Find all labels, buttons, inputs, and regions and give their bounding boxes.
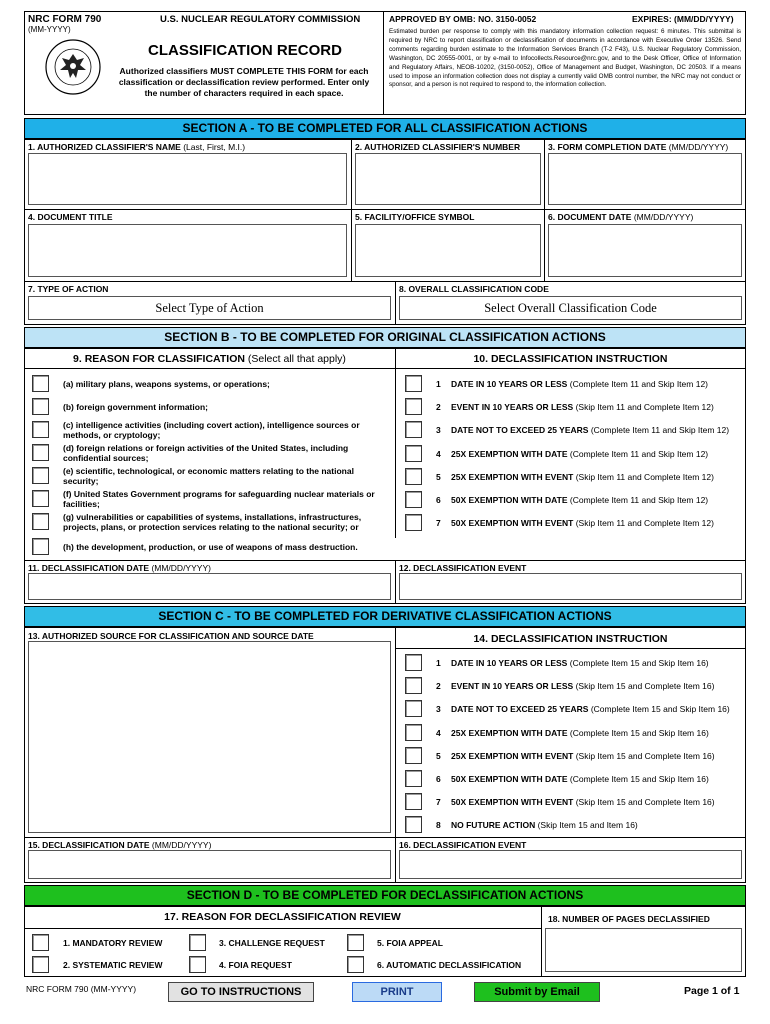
authorized-source-input[interactable] [28,641,391,833]
declass-b-option-2-title: EVENT IN 10 YEARS OR LESS [451,402,574,413]
declass-c-option-2-note: (Skip Item 15 and Complete Item 16) [575,681,715,692]
submit-email-button[interactable]: Submit by Email [474,982,600,1002]
foia-request-checkbox[interactable] [189,956,206,973]
declass-b-option-4-number: 4 [436,448,441,459]
declass-c-option-6-number: 6 [436,774,441,784]
divider [544,139,545,282]
declass-c-option-6-title: 50X EXEMPTION WITH DATE [451,774,568,784]
f3-label [548,142,728,152]
declass-c-option-3-title: DATE NOT TO EXCEED 25 YEARS [451,704,589,715]
section-d-header: SECTION D - TO BE COMPLETED FOR DECLASSIFICATION ACTIONS [24,885,746,906]
declass-b-option-3-note: (Complete Item 11 and Skip Item 12) [590,425,730,436]
declass-c-option-8-checkbox[interactable] [405,816,422,833]
reason-g-checkbox[interactable] [32,513,49,530]
foia-appeal-checkbox[interactable] [347,934,364,951]
automatic-declass-checkbox[interactable] [347,956,364,973]
systematic-review-label: 2. SYSTEMATIC REVIEW [63,960,163,970]
declass-c-option-7-note: (Skip Item 15 and Complete Item 16) [575,797,715,808]
classification-code-select[interactable]: Select Overall Classification Code [399,296,742,320]
divider [395,560,396,604]
declass-c-option-3-note: (Complete Item 15 and Skip Item 16) [590,704,730,715]
declass-b-option-4-label [451,449,708,459]
declass-b-option-2-label [451,402,714,412]
mandatory-review-label: 1. MANDATORY REVIEW [63,938,163,948]
divider [24,837,395,838]
declass-b-option-3-number: 3 [436,425,441,436]
foia-appeal-label: 5. FOIA APPEAL [377,938,443,948]
declass-c-option-1-title: DATE IN 10 YEARS OR LESS [451,658,568,668]
declass-c-option-4-label [451,728,709,738]
f9-label [24,353,395,365]
declass-c-option-5-checkbox[interactable] [405,747,422,764]
declass-c-option-3-checkbox[interactable] [405,700,422,717]
form-id: NRC FORM 790 [28,14,102,25]
declass-b-option-7-number: 7 [436,518,441,529]
divider [395,837,746,838]
declass-b-option-5-title: 25X EXEMPTION WITH EVENT [451,471,574,482]
section-a-header: SECTION A - TO BE COMPLETED FOR ALL CLASSIFICATION ACTIONS [24,118,746,139]
declass-c-option-4-checkbox[interactable] [405,724,422,741]
declass-b-option-6-note: (Complete Item 11 and Skip Item 12) [569,495,709,505]
reason-f-checkbox[interactable] [32,490,49,507]
f15-label-note: (MM/DD/YYYY) [151,840,212,850]
declass-c-option-1-label [451,658,709,668]
declass-b-option-6-checkbox[interactable] [405,491,422,508]
reason-d-label: (d) foreign relations or foreign activities of the United States, including confidential sources; [63,443,349,463]
declass-b-option-2-note: (Skip Item 11 and Complete Item 12) [575,402,714,413]
declass-c-option-1-number: 1 [436,658,441,668]
declass-c-option-4-number: 4 [436,727,441,738]
declass-b-option-4-title: 25X EXEMPTION WITH DATE [451,448,568,459]
f6-label-text: 6. DOCUMENT DATE [548,212,632,222]
reason-d-checkbox[interactable] [32,444,49,461]
reason-c-checkbox[interactable] [32,421,49,438]
type-of-action-select[interactable]: Select Type of Action [28,296,391,320]
declass-c-option-5-note: (Skip Item 15 and Complete Item 16) [575,750,715,761]
reason-b-checkbox[interactable] [32,398,49,415]
divider [395,627,396,883]
f15-label [28,840,211,850]
declass-b-option-5-label [451,472,714,482]
declass-b-option-5-number: 5 [436,471,441,482]
f11-label-text: 11. DECLASSIFICATION DATE [28,563,150,573]
declass-b-option-7-checkbox[interactable] [405,514,422,531]
reason-e-checkbox[interactable] [32,467,49,484]
challenge-request-label: 3. CHALLENGE REQUEST [219,938,325,948]
footer-form-id: NRC FORM 790 (MM-YYYY) [26,984,137,994]
classifier-number-input[interactable] [355,153,541,205]
divider [24,928,541,929]
divider [395,648,746,649]
declass-c-option-8-number: 8 [436,820,441,831]
f3-label-note: (MM/DD/YYYY) [668,142,729,152]
challenge-request-checkbox[interactable] [189,934,206,951]
declass-c-option-7-number: 7 [436,797,441,808]
declass-c-option-5-number: 5 [436,750,441,761]
declass-c-option-5-label [451,751,715,761]
section-b-header: SECTION B - TO BE COMPLETED FOR ORIGINAL CLASSIFICATION ACTIONS [24,327,746,348]
declass-c-option-8-label [451,820,638,830]
declass-b-option-2-checkbox[interactable] [405,398,422,415]
f8-label: 8. OVERALL CLASSIFICATION CODE [399,284,549,294]
declass-c-option-2-checkbox[interactable] [405,677,422,694]
f5-label: 5. FACILITY/OFFICE SYMBOL [355,212,475,222]
declass-date-input-b[interactable] [28,573,391,600]
divider [24,281,746,282]
facility-symbol-input[interactable] [355,224,541,277]
f16-label: 16. DECLASSIFICATION EVENT [399,840,527,850]
divider [395,348,396,538]
f6-label-note: (MM/DD/YYYY) [633,212,694,222]
form-instructions: Authorized classifiers MUST COMPLETE THIS FORM for each classification or declassification review performed. Enter only the number of characters required in each space. [118,66,370,98]
declass-c-option-8-note: (Skip Item 15 and Item 16) [537,820,638,831]
section-c-header: SECTION C - TO BE COMPLETED FOR DERIVATIVE CLASSIFICATION ACTIONS [24,606,746,627]
expires: EXPIRES: (MM/DD/YYYY) [632,14,734,24]
reason-b-label: (b) foreign government information; [63,402,208,412]
divider [541,906,542,977]
declass-b-option-5-checkbox[interactable] [405,468,422,485]
declass-c-option-4-note: (Complete Item 15 and Skip Item 16) [569,727,709,738]
f2-label: 2. AUTHORIZED CLASSIFIER'S NUMBER [355,142,521,152]
declass-b-option-1-checkbox[interactable] [405,375,422,392]
declass-c-option-5-title: 25X EXEMPTION WITH EVENT [451,750,574,761]
agency-name: U.S. NUCLEAR REGULATORY COMMISSION [160,14,361,25]
header-divider [383,11,384,115]
declass-b-option-3-title: DATE NOT TO EXCEED 25 YEARS [451,425,589,436]
declass-c-option-7-checkbox[interactable] [405,793,422,810]
mandatory-review-checkbox[interactable] [32,934,49,951]
divider [24,368,746,369]
declass-b-option-4-checkbox[interactable] [405,445,422,462]
reason-e-label: (e) scientific, technological, or economic matters relating to the national security; [63,466,354,486]
declass-b-option-6-title: 50X EXEMPTION WITH DATE [451,495,568,505]
declass-b-option-1-label [451,379,708,389]
declass-c-option-2-number: 2 [436,681,441,692]
f17-label: 17. REASON FOR DECLASSIFICATION REVIEW [164,911,401,923]
reason-a-checkbox[interactable] [32,375,49,392]
f1-label-text: 1. AUTHORIZED CLASSIFIER'S NAME [28,142,181,152]
f14-label: 14. DECLASSIFICATION INSTRUCTION [473,633,668,645]
f9-label-note: (Select all that apply) [247,353,346,365]
declass-b-option-7-label [451,518,714,528]
declass-b-option-3-checkbox[interactable] [405,421,422,438]
systematic-review-checkbox[interactable] [32,956,49,973]
declass-b-option-4-note: (Complete Item 11 and Skip Item 12) [569,448,709,459]
declass-event-input-b[interactable] [399,573,742,600]
declass-b-option-1-title: DATE IN 10 YEARS OR LESS [451,379,568,389]
foia-request-label: 4. FOIA REQUEST [219,960,292,970]
declass-b-option-6-label [451,495,708,505]
completion-date-input[interactable] [548,153,742,205]
classifier-name-input[interactable] [28,153,347,205]
reason-g-label: (g) vulnerabilities or capabilities of systems, installations, infrastructures, projects, plans, or protection services relating to the national security; or [63,512,362,532]
reason-f-label: (f) United States Government programs for safeguarding nuclear materials or facilities; [63,489,375,509]
declass-c-option-7-title: 50X EXEMPTION WITH EVENT [451,797,574,808]
declass-c-option-2-label [451,681,714,691]
print-button[interactable]: PRINT [352,982,442,1002]
omb-number: APPROVED BY OMB: NO. 3150-0052 [389,14,537,24]
divider [351,139,352,282]
go-to-instructions-button[interactable]: GO TO INSTRUCTIONS [168,982,314,1002]
reason-a-label: (a) military plans, weapons systems, or operations; [63,379,270,389]
f15-label-text: 15. DECLASSIFICATION DATE [28,840,150,850]
form-date: (MM-YYYY) [28,25,71,34]
f11-label-note: (MM/DD/YYYY) [151,563,211,573]
divider [24,209,746,210]
form-title: CLASSIFICATION RECORD [148,42,342,59]
automatic-declass-label: 6. AUTOMATIC DECLASSIFICATION [377,960,522,970]
divider [24,560,746,561]
declass-c-option-6-note: (Complete Item 15 and Skip Item 16) [569,774,709,784]
f4-label: 4. DOCUMENT TITLE [28,212,113,222]
declass-c-option-1-checkbox[interactable] [405,654,422,671]
declass-c-option-7-label [451,797,715,807]
f7-label: 7. TYPE OF ACTION [28,284,109,294]
nrc-seal [44,38,102,96]
f10-label: 10. DECLASSIFICATION INSTRUCTION [473,353,668,365]
f11-label [28,563,211,573]
declass-c-option-6-checkbox[interactable] [405,770,422,787]
reason-h-checkbox[interactable] [32,538,49,555]
declass-c-option-3-label [451,704,730,714]
page-number: Page 1 of 1 [684,985,740,997]
burden-statement: Estimated burden per response to comply with this mandatory information collection request: 6 minutes. This submittal is required by NRC to report classification or declassification of documents in accordance with Executive Order 13526. Send comments regarding burden estimate to the Information Services Branch (T-2 F43), U.S. Nuclear Regulatory Commission, Washington, DC 20555-0001, or by e-mail to Infocollects.Resource@nrc.gov, and to the Desk Officer, Office of Information and Regulatory Affairs, NEOB-10202, (3150-0052), Office of Management and Budget, Washington, DC 20503. If a means used to impose an information collection does not display a currently valid OMB control number, the NRC may not conduct or sponsor, and a person is not required to respond to, the information collection. [389,28,741,89]
declass-c-option-6-label [451,774,709,784]
declass-b-option-2-number: 2 [436,402,441,413]
declass-c-option-2-title: EVENT IN 10 YEARS OR LESS [451,681,574,692]
divider [395,281,396,325]
f1-label [28,142,245,152]
declass-b-option-1-number: 1 [436,379,441,389]
declass-b-option-3-label [451,425,729,435]
declass-event-input-c[interactable] [399,850,742,879]
declass-b-option-7-note: (Skip Item 11 and Complete Item 12) [575,518,714,529]
f6-label [548,212,693,222]
declass-b-option-7-title: 50X EXEMPTION WITH EVENT [451,518,574,529]
f13-label: 13. AUTHORIZED SOURCE FOR CLASSIFICATION AND SOURCE DATE [28,631,314,641]
f18-label: 18. NUMBER OF PAGES DECLASSIFIED [548,914,710,924]
declass-date-input-c[interactable] [28,850,391,879]
pages-declassified-input[interactable] [545,928,742,972]
declass-b-option-1-note: (Complete Item 11 and Skip Item 12) [569,379,709,389]
declass-b-option-6-number: 6 [436,495,441,505]
declass-c-option-1-note: (Complete Item 15 and Skip Item 16) [569,658,709,668]
declass-c-option-4-title: 25X EXEMPTION WITH DATE [451,727,568,738]
reason-h-label: (h) the development, production, or use of weapons of mass destruction. [63,542,358,552]
f12-label: 12. DECLASSIFICATION EVENT [399,563,527,573]
f9-label-text: 9. REASON FOR CLASSIFICATION [73,353,245,365]
declass-c-option-3-number: 3 [436,704,441,715]
declass-b-option-5-note: (Skip Item 11 and Complete Item 12) [575,471,714,482]
f1-label-note: (Last, First, M.I.) [183,142,246,152]
reason-c-label: (c) intelligence activities (including covert action), intelligence sources or methods, or cryptology; [63,420,360,440]
document-title-input[interactable] [28,224,347,277]
declass-c-option-8-title: NO FUTURE ACTION [451,820,536,831]
document-date-input[interactable] [548,224,742,277]
f3-label-text: 3. FORM COMPLETION DATE [548,142,667,152]
